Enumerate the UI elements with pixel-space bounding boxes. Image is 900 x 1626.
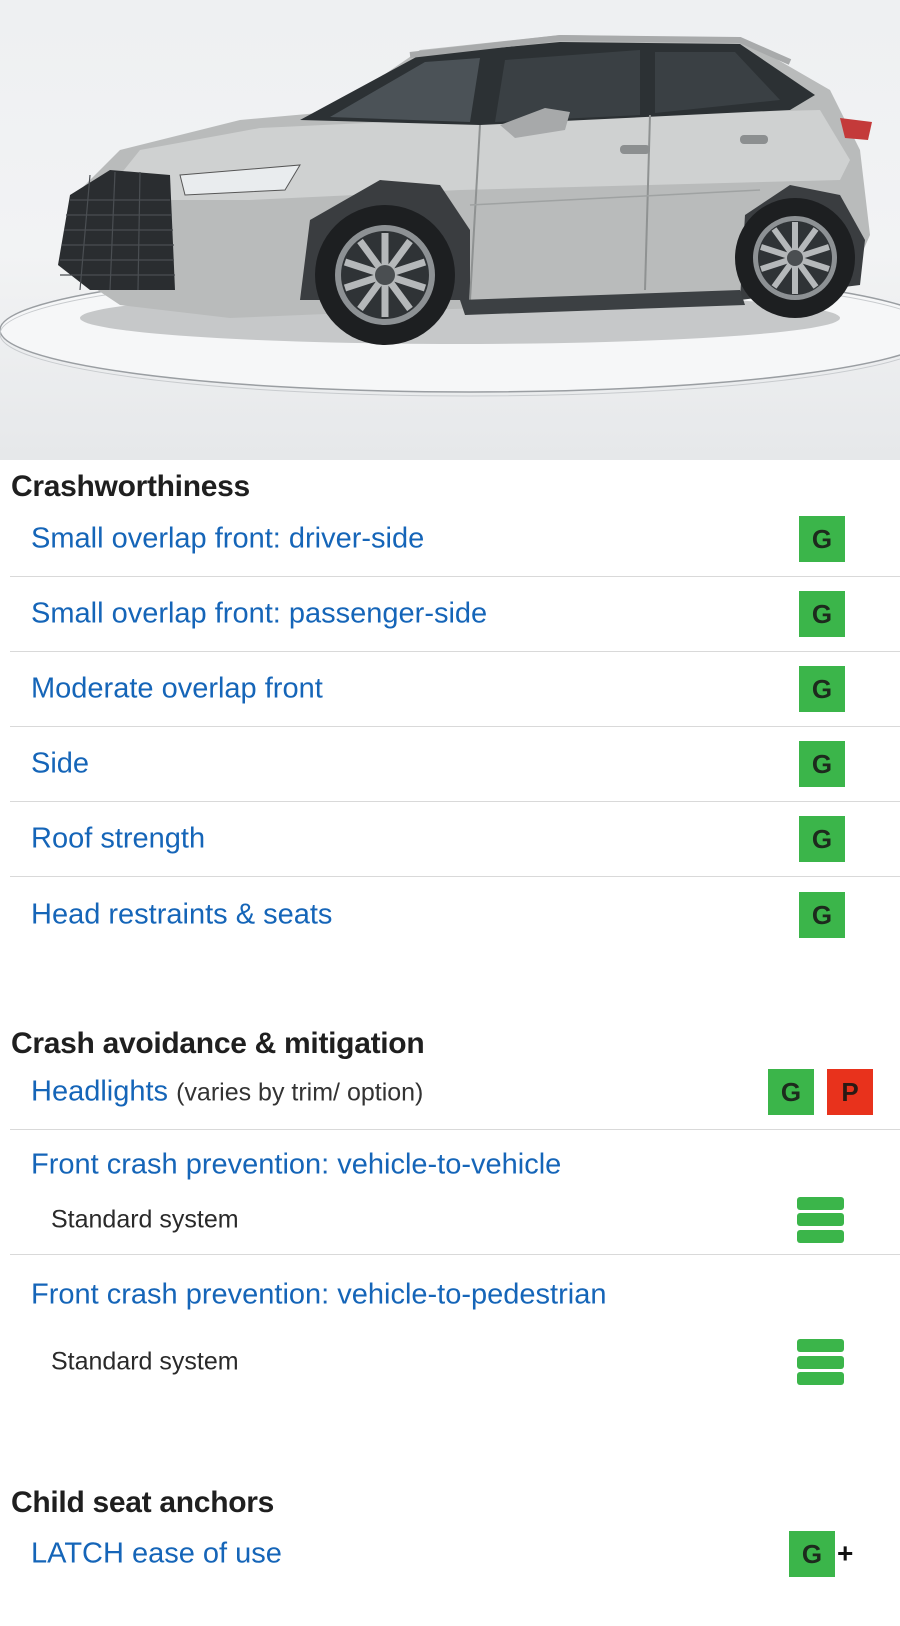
rating-badge-poor: P — [827, 1069, 873, 1115]
superior-rating-bars-icon — [797, 1339, 844, 1385]
rating-badge-good: G — [768, 1069, 814, 1115]
rating-row[interactable] — [10, 727, 900, 802]
test-link-headlights[interactable] — [31, 1076, 423, 1109]
rating-row[interactable] — [10, 877, 900, 952]
test-link-moderate-overlap[interactable]: Moderate overlap front — [31, 672, 323, 705]
rating-plus-sign: + — [837, 1537, 854, 1569]
rating-row-latch[interactable] — [10, 1514, 900, 1594]
system-label: Standard system — [51, 1347, 239, 1376]
rating-badge-good: G — [799, 816, 845, 862]
rating-row-headlights[interactable] — [10, 1055, 900, 1130]
test-link-small-overlap-passenger[interactable]: Small overlap front: passenger-side — [31, 597, 488, 630]
rating-row-vehicle-to-pedestrian[interactable] — [10, 1260, 900, 1330]
test-link-small-overlap-driver[interactable]: Small overlap front: driver-side — [31, 522, 425, 555]
rating-row[interactable] — [10, 502, 900, 577]
test-link-roof-strength[interactable]: Roof strength — [31, 822, 206, 855]
rating-row[interactable] — [10, 802, 900, 877]
test-link-side[interactable]: Side — [31, 747, 90, 780]
test-link-vehicle-to-vehicle[interactable]: Front crash prevention: vehicle-to-vehicle — [31, 1148, 562, 1181]
rating-badge-good: G — [789, 1531, 835, 1577]
rating-badge-good: G — [799, 741, 845, 787]
headlights-label[interactable]: Headlights — [31, 1075, 169, 1108]
subrow-standard-system — [10, 1327, 900, 1397]
rating-row[interactable] — [10, 652, 900, 727]
section-title-crashworthiness: Crashworthiness — [11, 470, 250, 503]
rating-row[interactable] — [10, 577, 900, 652]
section-title-crash-avoidance: Crash avoidance & mitigation — [11, 1027, 425, 1060]
test-link-vehicle-to-pedestrian[interactable]: Front crash prevention: vehicle-to-pedestrian — [31, 1278, 607, 1311]
test-link-head-restraints[interactable]: Head restraints & seats — [31, 898, 333, 930]
superior-rating-bars-icon — [797, 1197, 844, 1243]
vehicle-photo — [0, 0, 900, 460]
headlights-note: (varies by trim/ option) — [176, 1078, 424, 1107]
rating-badge-good: G — [799, 892, 845, 938]
system-label: Standard system — [51, 1205, 239, 1233]
section-title-child-seat: Child seat anchors — [11, 1486, 275, 1519]
rating-badge-good: G — [799, 666, 845, 712]
test-link-latch[interactable]: LATCH ease of use — [31, 1537, 282, 1570]
subrow-standard-system — [10, 1185, 900, 1255]
ratings-content — [0, 460, 900, 1626]
rating-badge-good: G — [799, 516, 845, 562]
rating-badge-good: G — [799, 591, 845, 637]
